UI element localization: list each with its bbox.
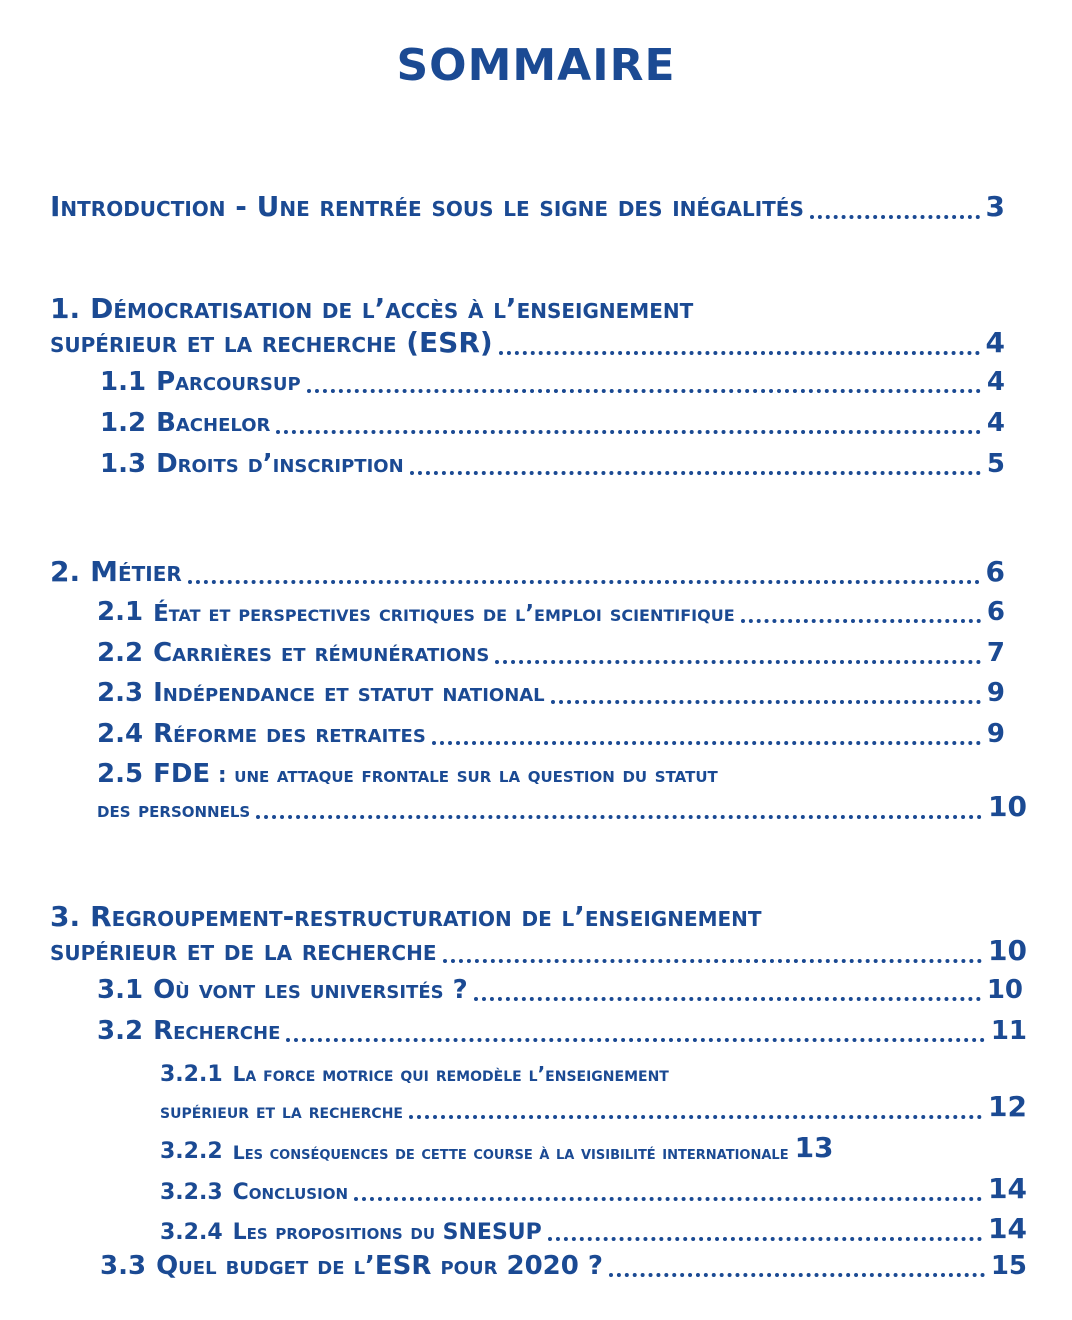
dot-leader	[256, 814, 982, 819]
toc-entry-3-2-1-line1[interactable]	[160, 1062, 669, 1087]
page-title: SOMMAIRE	[396, 40, 676, 91]
toc-entry-number: 1.1	[100, 367, 147, 397]
toc-entry-number: 3.2.3	[160, 1180, 223, 1205]
toc-entry-label-continued: supérieur et la recherche	[160, 1099, 403, 1123]
toc-entry-number: 2.1	[97, 597, 144, 627]
dot-leader	[276, 429, 981, 434]
toc-page-number: 3	[985, 190, 1005, 223]
toc-entry-number: 3.3	[100, 1251, 147, 1281]
toc-entry-1-2[interactable]	[100, 408, 1005, 438]
toc-entry-number: 2.4	[97, 719, 144, 749]
toc-entry-label: Démocratisation de l’accès à l’enseignement	[90, 292, 694, 325]
toc-entry-3-2-2[interactable]	[160, 1131, 1027, 1164]
toc-entry-label: Regroupement-restructuration de l’enseignement	[90, 900, 762, 933]
toc-entry-label-continued: des personnels	[97, 798, 251, 823]
toc-entry-introduction[interactable]	[50, 190, 1005, 223]
toc-page-number: 14	[988, 1212, 1027, 1245]
toc-entry-2-3[interactable]	[97, 678, 1005, 708]
toc-entry-number: 3.2	[97, 1016, 144, 1046]
toc-page-number: 15	[990, 1251, 1027, 1281]
toc-entry-3-2-4[interactable]	[160, 1212, 1027, 1245]
dot-leader	[432, 740, 981, 745]
toc-entry-number: 3.2.1	[160, 1062, 223, 1087]
toc-entry-2-5[interactable]	[97, 790, 1027, 823]
toc-page-number: 13	[794, 1131, 834, 1164]
toc-page-number: 6	[985, 555, 1005, 588]
toc-entry-number: 1.2	[100, 408, 147, 438]
toc-entry-2-2[interactable]	[97, 638, 1005, 668]
toc-entry-number: 3.	[50, 900, 81, 933]
dot-leader	[307, 388, 981, 393]
toc-page-number: 10	[988, 790, 1027, 823]
toc-page-number: 7	[986, 638, 1005, 668]
dot-leader	[495, 659, 981, 664]
toc-entry-number: 3.2.2	[160, 1139, 223, 1164]
toc-entry-label: Bachelor	[156, 408, 271, 438]
toc-page-number: 10	[988, 934, 1027, 967]
toc-page-number: 11	[990, 1016, 1027, 1046]
toc-entry-2-1[interactable]	[97, 597, 1005, 627]
toc-page-number: 12	[988, 1090, 1027, 1123]
toc-entry-3-1[interactable]	[97, 975, 1023, 1005]
toc-entry-label: État et perspectives critiques de l’emploi scientifique	[153, 601, 735, 627]
dot-leader	[741, 618, 981, 623]
dot-leader	[551, 699, 981, 704]
dot-leader	[354, 1196, 982, 1201]
toc-page-number: 9	[986, 719, 1005, 749]
toc-entry-1-3[interactable]	[100, 449, 1005, 479]
toc-entry-1-1[interactable]	[100, 367, 1005, 397]
toc-entry-3-3[interactable]	[100, 1251, 1027, 1281]
toc-entry-2-5-line1[interactable]	[97, 759, 718, 789]
toc-entry-3-2[interactable]	[97, 1016, 1027, 1046]
toc-entry-number: 2.2	[97, 638, 144, 668]
toc-page-number: 6	[986, 597, 1005, 627]
dot-leader	[410, 470, 981, 475]
toc-entry-label: La force motrice qui remodèle l’enseignement	[232, 1062, 669, 1086]
toc-entry-label: Conclusion	[232, 1180, 348, 1205]
toc-entry-label-continued: supérieur et de la recherche	[50, 934, 437, 967]
toc-entry-section-3[interactable]	[50, 934, 1027, 967]
dot-leader	[810, 214, 980, 219]
dot-leader	[474, 996, 981, 1001]
toc-entry-3-2-3[interactable]	[160, 1172, 1027, 1205]
toc-entry-label: Quel budget de l’ESR pour 2020 ?	[156, 1251, 603, 1281]
toc-entry-label: Droits d’inscription	[156, 449, 404, 479]
toc-page-number: 4	[986, 367, 1005, 397]
dot-leader	[443, 958, 983, 963]
dot-leader	[286, 1037, 984, 1042]
toc-page-number: 10	[986, 975, 1023, 1005]
toc-entry-number: 1.	[50, 292, 81, 325]
toc-page-number: 5	[986, 449, 1005, 479]
toc-entry-section-1-line1[interactable]	[50, 292, 693, 325]
toc-entry-label: Carrières et rémunérations	[153, 638, 490, 668]
toc-entry-section-1[interactable]	[50, 326, 1005, 359]
toc-entry-label: Où vont les universités ?	[153, 975, 468, 1005]
toc-entry-label: Réforme des retraites	[153, 719, 426, 749]
toc-page-number: 9	[986, 678, 1005, 708]
toc-entry-label: Les conséquences de cette course à la visibilité internationale	[232, 1142, 789, 1164]
toc-entry-label: Les propositions du SNESUP	[232, 1220, 542, 1245]
toc-entry-label-prefix: FDE	[153, 759, 211, 789]
toc-entry-number: 2.	[50, 555, 81, 588]
toc-entry-label: : une attaque frontale sur la question du statut	[210, 763, 718, 788]
toc-page-number: 4	[986, 408, 1005, 438]
toc-entry-number: 2.5	[97, 759, 144, 789]
toc-entry-label: Introduction - Une rentrée sous le signe des inégalités	[50, 190, 804, 223]
toc-entry-section-2[interactable]	[50, 555, 1005, 588]
toc-entry-label: Recherche	[153, 1016, 281, 1046]
toc-entry-label: Métier	[90, 555, 182, 588]
toc-entry-label: Parcoursup	[156, 367, 301, 397]
toc-entry-section-3-line1[interactable]	[50, 900, 762, 933]
toc-entry-2-4[interactable]	[97, 719, 1005, 749]
toc-entry-number: 3.2.4	[160, 1220, 223, 1245]
toc-entry-label: Indépendance et statut national	[153, 678, 545, 708]
toc-page-number: 14	[988, 1172, 1027, 1205]
dot-leader	[609, 1272, 985, 1277]
dot-leader	[409, 1114, 982, 1119]
toc-entry-3-2-1[interactable]	[160, 1090, 1027, 1123]
toc-entry-number: 2.3	[97, 678, 144, 708]
toc-entry-label-continued: supérieur et la recherche (ESR)	[50, 326, 493, 359]
toc-entry-number: 3.1	[97, 975, 144, 1005]
dot-leader	[188, 579, 980, 584]
dot-leader	[499, 350, 980, 355]
toc-page-number: 4	[985, 326, 1005, 359]
toc-entry-number: 1.3	[100, 449, 147, 479]
dot-leader	[548, 1236, 982, 1241]
